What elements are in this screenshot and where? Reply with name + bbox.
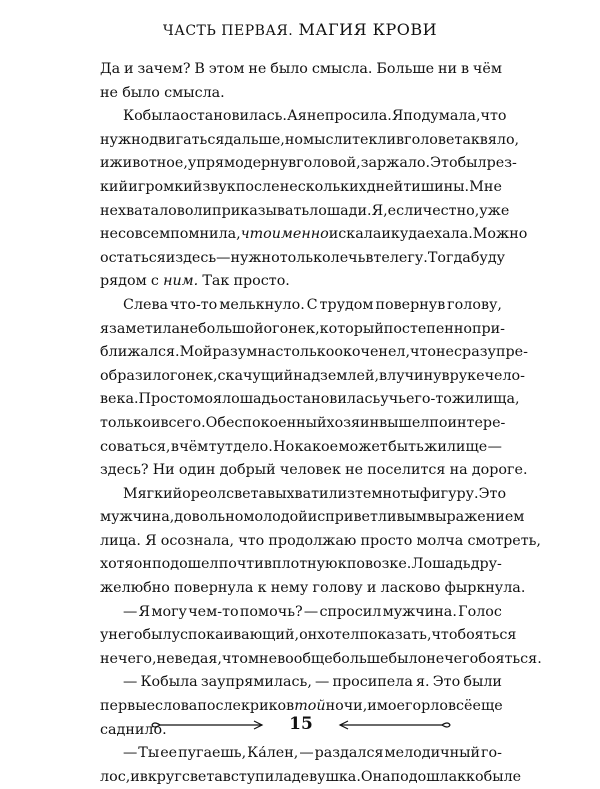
word: смысла. [311,61,373,77]
word: к [457,768,467,785]
text-line [100,648,542,672]
word: Ты [138,745,160,762]
word: ласково [380,580,441,597]
word: образил [100,367,162,384]
word: с [150,273,159,290]
word: что [221,650,248,667]
word: к [257,580,267,597]
word: дело. [233,438,273,455]
word: века. [100,391,139,408]
word: у [380,391,389,408]
word: из [337,485,355,502]
word: саднило. [100,721,167,738]
page-number: 15 [289,714,313,734]
word: в [441,367,450,384]
word: огонек, [161,367,218,384]
word: я. [416,674,430,691]
word: человек [279,462,341,479]
word: к [337,556,347,573]
word: мужчина. [382,603,457,620]
word: остановилась. [180,108,287,125]
word: честно, [422,202,480,219]
word: что [431,627,458,644]
word: бояться. [478,650,542,667]
word: просто [360,532,413,549]
word: выхватил [267,485,338,502]
word: — [315,674,330,691]
word: разум [212,344,258,361]
word: ночи, [325,698,368,715]
word: показать, [359,627,432,644]
word: молодой [243,509,308,526]
word: который [319,320,384,337]
word: голову [312,580,363,597]
word: не [345,462,364,479]
word: здесь? [100,462,149,479]
word: просто. [233,273,290,290]
word: что-то [169,296,218,313]
word: света [226,485,268,502]
word: один [178,462,216,479]
chapter-title: МАГИЯ КРОВИ [298,20,438,39]
word: чьего-то [388,391,452,408]
word: света [181,768,223,785]
word: был [142,627,172,644]
word: какое [294,438,339,455]
word: только [279,249,331,266]
word: продолжаю [268,532,357,549]
text-line [100,671,502,695]
word: куда [390,226,426,243]
word: ни [438,61,458,77]
word: лица. [100,532,141,549]
text-line [100,58,502,82]
word: у [100,627,109,644]
word: просила. [324,108,392,125]
running-header [0,20,600,39]
word: кобыле [466,768,522,785]
word: хотя [100,556,134,573]
word: Тогда [427,249,471,266]
word: мне [247,650,278,667]
text-line [100,530,541,554]
word: остановилась [278,391,381,408]
word: нескольких [279,178,367,195]
word: Ни [152,462,175,479]
word: в [460,61,470,77]
word: смотреть, [467,532,541,549]
text-line [100,247,506,271]
word: ее [160,745,178,762]
word: Просто [138,391,194,408]
word: ближался. [100,344,180,361]
word: Это [430,155,458,172]
emphasized-word: что [240,226,272,243]
word: с [317,509,326,526]
word: лос, [100,768,131,785]
text-line [100,223,528,247]
text-line [100,200,510,224]
word: в [396,131,405,148]
word: и [366,580,377,597]
word: Я, [371,202,388,219]
emphasized-word: той [294,698,326,715]
word: темноты [354,485,420,502]
word: и [307,509,318,526]
word: заметила [109,320,180,337]
word: огонек, [263,320,320,337]
word: заржало. [360,155,431,172]
word: остаться [100,249,166,266]
word: здесь [175,249,217,266]
word: дернув [243,155,297,172]
word: что [480,108,507,125]
word: в [379,367,388,384]
word: было [122,84,160,101]
text-line [100,176,502,200]
text-line [100,766,522,789]
word: после [235,178,280,195]
word: Кобыла [123,108,181,125]
word: тут [208,438,233,455]
text-line [100,365,525,389]
word: землей, [320,367,380,384]
word: — [123,603,138,620]
word: кий [100,178,128,195]
word: помнила, [170,226,241,243]
word: чем-то [188,603,239,620]
emphasized-word: именно [271,226,329,243]
word: жилище [424,438,488,455]
word: ехала. [425,226,473,243]
word: го- [481,745,502,762]
word: головой, [296,155,361,172]
word: не [306,108,325,125]
word: воли [176,202,213,219]
word: небольшой [179,320,264,337]
word: просипела [332,674,413,691]
word: молча [416,532,464,549]
word: Голос [458,603,502,620]
word: помочь? [239,603,303,620]
word: буду [470,249,506,266]
word: В [194,61,205,77]
word: приветливым [325,509,428,526]
word: трудом [319,296,374,313]
word: вышел [379,414,430,431]
word: но [284,131,303,148]
word: подошел [152,556,219,573]
word: не [100,202,118,219]
word: нечего [426,650,479,667]
word: было [270,61,308,77]
word: дороге. [471,462,528,479]
word: Мне [469,178,502,195]
word: А [286,108,298,125]
word: Это [478,485,507,502]
word: чело- [484,367,525,384]
word: вплотную [263,556,338,573]
word: нужно [100,131,150,148]
word: нужно [230,249,280,266]
word: желюбно [100,580,170,597]
word: дру- [470,556,502,573]
word: Она [360,768,391,785]
word: раздался [314,745,384,762]
word: почти [218,556,264,573]
word: постепенно [383,320,472,337]
emphasized-word: ним. [163,273,199,290]
word: чём [179,438,209,455]
word: поселится [367,462,446,479]
word: Можно [472,226,528,243]
word: всего. [160,414,206,431]
word: нему [270,580,309,597]
word: него [108,627,143,644]
word: и [100,155,110,172]
word: что [238,532,265,549]
word: телегу. [373,249,428,266]
word: лечь [330,249,366,266]
text-line [100,553,502,577]
word: он [299,627,318,644]
text-line [100,742,502,766]
word: добрый [219,462,276,479]
word: круг [147,768,182,785]
word: лошадь [222,391,279,408]
word: голову, [447,296,502,313]
word: громкий [137,178,203,195]
word: не [248,61,267,77]
word: мелодичный [384,745,481,762]
text-line [100,624,517,648]
word: сразу [454,344,496,361]
word: уже [479,202,510,219]
word: довольно [174,509,244,526]
word: совсем [118,226,171,243]
word: Так [202,273,230,290]
word: и [130,768,140,785]
word: мелькнуло. [219,296,305,313]
word: так [454,131,480,148]
text-line [100,294,502,318]
word: в [365,249,374,266]
word: не [100,84,118,101]
text-line [100,459,528,483]
word: спросил [319,603,382,620]
word: хватало [118,202,177,219]
word: фыркнула. [444,580,526,597]
word: Кобыла [140,674,198,691]
word: мужчина, [100,509,175,526]
word: этом [208,61,245,77]
word: моя [193,391,223,408]
text-line [100,129,520,153]
word: упрямо [187,155,244,172]
word: дальше, [224,131,285,148]
word: пре- [495,344,528,361]
text-line [100,506,525,530]
word: Лошадь [411,556,471,573]
word: тишины. [403,178,470,195]
word: выражением [427,509,525,526]
word: Мой [179,344,213,361]
word: звук [202,178,236,195]
word: хотел [317,627,360,644]
word: что [410,344,437,361]
word: слова [155,698,198,715]
word: руке [449,367,485,384]
text-line [100,105,507,129]
word: после [197,698,241,715]
word: и [381,226,391,243]
word: рядом [100,273,147,290]
word: и [367,698,377,715]
word: Мягкий [123,485,183,502]
word: только [100,414,151,431]
word: лошади. [309,202,372,219]
word: Но [273,438,295,455]
text-line [100,412,506,436]
word: приказывать [212,202,310,219]
word: и [128,178,138,195]
word: Я [391,108,404,125]
word: — [123,745,138,762]
word: в [170,438,179,455]
word: Больше [376,61,435,77]
word: подошла [390,768,458,785]
word: и [165,249,176,266]
word: соваться, [100,438,171,455]
word: в [139,768,148,785]
text-line [100,388,520,412]
word: я [100,320,110,337]
word: осознала, [160,532,235,549]
word: — [303,603,319,620]
word: Да [100,61,121,77]
text-line [100,341,528,365]
word: рез- [486,155,517,172]
word: скачущий [217,367,294,384]
word: — [216,249,231,266]
body-text [100,58,542,789]
word: я [297,108,307,125]
text-line [100,270,502,294]
word: бояться [457,627,517,644]
word: было [388,650,427,667]
word: вообще [277,650,333,667]
word: Это [432,674,461,691]
word: над [293,367,321,384]
word: ореол [182,485,227,502]
text-line [100,483,507,507]
word: не [436,344,455,361]
word: успокаивающий, [171,627,300,644]
word: не [100,226,118,243]
text-line [100,577,526,601]
word: подумала, [403,108,481,125]
word: криков [241,698,295,715]
word: пугаешь, [178,745,247,762]
word: животное, [109,155,188,172]
word: на [449,462,468,479]
word: всё [447,698,473,715]
word: искала [328,226,382,243]
word: вяло, [479,131,520,148]
word: если [387,202,423,219]
word: горло [405,698,448,715]
word: первые [100,698,156,715]
word: Обеспокоенный [205,414,327,431]
word: могу [151,603,187,620]
word: не [156,650,175,667]
word: повернув [375,296,446,313]
text-line [100,601,502,625]
word: Ка́лен, [247,745,299,762]
word: был [457,155,487,172]
text-line [100,152,517,176]
word: заупрямилась, [200,674,312,691]
word: нечего, [100,650,157,667]
word: поинтере- [429,414,506,431]
word: дней [366,178,404,195]
text-line [100,82,502,106]
word: быть [388,438,424,455]
word: зачем? [137,61,191,77]
word: хозяин [326,414,380,431]
word: и [150,414,161,431]
word: — [487,438,502,455]
part-label: ЧАСТЬ ПЕРВАЯ. [162,23,294,39]
word: он [133,556,152,573]
word: лучину [387,367,442,384]
word: — [123,674,138,691]
word: при- [471,320,506,337]
text-line [100,436,502,460]
word: голове [404,131,455,148]
word: Я [138,603,151,620]
word: мое [376,698,405,715]
word: вступила [222,768,292,785]
word: текли [352,131,397,148]
word: были [463,674,502,691]
word: жилища, [451,391,520,408]
word: чём [472,61,502,77]
word: повернула [174,580,254,597]
text-line [100,318,506,342]
word: окоченел, [334,344,411,361]
word: девушка. [291,768,361,785]
word: повозке. [346,556,412,573]
word: С [306,296,318,313]
word: и [124,61,134,77]
word: фигуру. [419,485,479,502]
word: мысли [303,131,353,148]
word: больше [332,650,389,667]
word: — [299,745,314,762]
word: ведая, [174,650,222,667]
word: Я [145,532,157,549]
page-footer [150,712,452,738]
word: Слева [123,296,169,313]
word: двигаться [149,131,225,148]
word: может [338,438,388,455]
word: еще [472,698,503,715]
word: настолько [257,344,335,361]
word: смысла. [164,84,225,101]
